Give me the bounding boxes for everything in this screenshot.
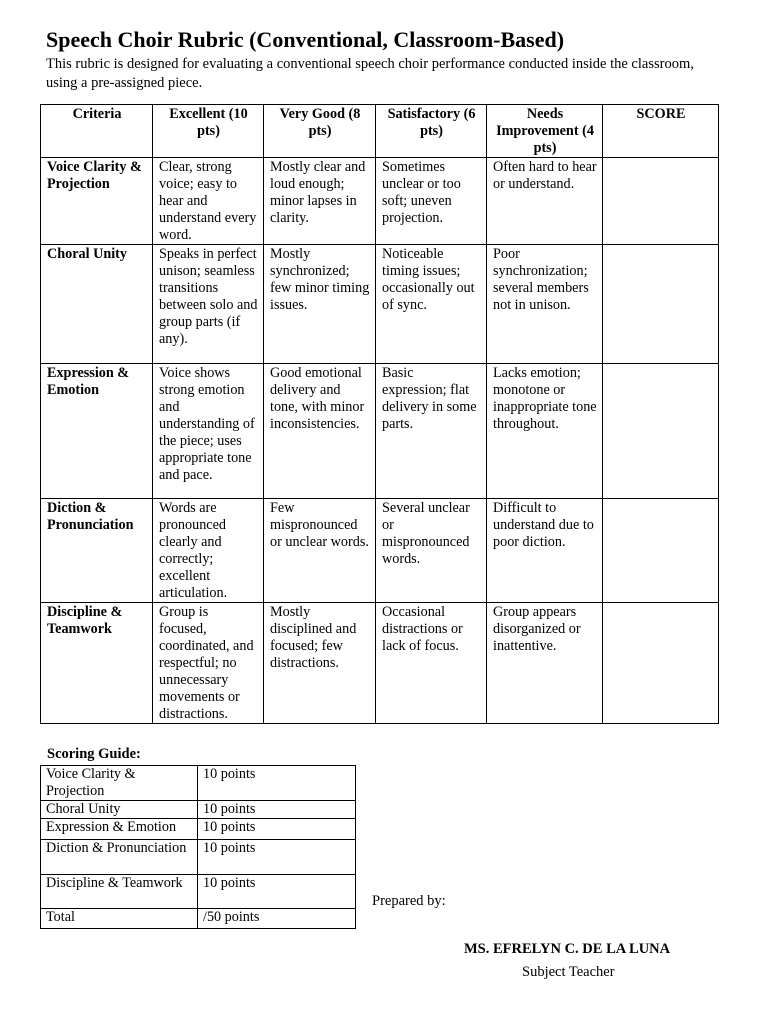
teacher-name: MS. EFRELYN C. DE LA LUNA	[464, 941, 671, 957]
page-title: Speech Choir Rubric (Conventional, Classroom-Based)	[46, 27, 565, 52]
very-good-cell: Mostly disciplined and focused; few distractions.	[264, 603, 376, 724]
table-row	[41, 158, 719, 245]
needs-improvement-cell: Poor synchronization; several members not in unison.	[487, 245, 603, 364]
scoring-guide-title: Scoring Guide:	[47, 746, 141, 762]
header-satisfactory: Satisfactory (6 pts)	[376, 105, 487, 158]
scoring-label: Expression & Emotion	[41, 819, 198, 840]
table-row	[41, 875, 356, 909]
scoring-points: /50 points	[198, 909, 356, 929]
scoring-guide-table	[40, 765, 356, 929]
table-row	[41, 909, 356, 929]
scoring-label: Discipline & Teamwork	[41, 875, 198, 909]
satisfactory-cell: Several unclear or mispronounced words.	[376, 499, 487, 603]
excellent-cell: Speaks in perfect unison; seamless transitions between solo and group parts (if any).	[153, 245, 264, 364]
table-row	[41, 819, 356, 840]
table-row	[41, 766, 356, 801]
header-excellent: Excellent (10 pts)	[153, 105, 264, 158]
needs-improvement-cell: Lacks emotion; monotone or inappropriate tone throughout.	[487, 364, 603, 499]
rubric-table	[40, 104, 719, 724]
table-row	[41, 364, 719, 499]
satisfactory-cell: Noticeable timing issues; occasionally out of sync.	[376, 245, 487, 364]
rubric-header-row	[41, 105, 719, 158]
header-very-good: Very Good (8 pts)	[264, 105, 376, 158]
excellent-cell: Words are pronounced clearly and correctly; excellent articulation.	[153, 499, 264, 603]
excellent-cell: Clear, strong voice; easy to hear and understand every word.	[153, 158, 264, 245]
table-row	[41, 840, 356, 875]
scoring-points: 10 points	[198, 766, 356, 801]
scoring-label: Choral Unity	[41, 801, 198, 819]
criteria-cell: Voice Clarity & Projection	[41, 158, 153, 245]
very-good-cell: Good emotional delivery and tone, with minor inconsistencies.	[264, 364, 376, 499]
header-criteria: Criteria	[41, 105, 153, 158]
table-row	[41, 603, 719, 724]
scoring-points: 10 points	[198, 840, 356, 875]
table-row	[41, 245, 719, 364]
scoring-points: 10 points	[198, 819, 356, 840]
score-cell[interactable]	[603, 499, 719, 603]
table-row	[41, 499, 719, 603]
criteria-cell: Expression & Emotion	[41, 364, 153, 499]
very-good-cell: Mostly synchronized; few minor timing issues.	[264, 245, 376, 364]
intro-paragraph: This rubric is designed for evaluating a conventional speech choir performance conducted inside the classroom, using a pre-assigned piece.	[46, 56, 694, 91]
table-row	[41, 801, 356, 819]
satisfactory-cell: Occasional distractions or lack of focus.	[376, 603, 487, 724]
scoring-points: 10 points	[198, 801, 356, 819]
criteria-cell: Diction & Pronunciation	[41, 499, 153, 603]
needs-improvement-cell: Difficult to understand due to poor diction.	[487, 499, 603, 603]
satisfactory-cell: Sometimes unclear or too soft; uneven projection.	[376, 158, 487, 245]
very-good-cell: Mostly clear and loud enough; minor lapses in clarity.	[264, 158, 376, 245]
score-cell[interactable]	[603, 364, 719, 499]
scoring-label: Voice Clarity & Projection	[41, 766, 198, 801]
teacher-role: Subject Teacher	[522, 964, 615, 980]
excellent-cell: Group is focused, coordinated, and respectful; no unnecessary movements or distractions.	[153, 603, 264, 724]
header-score: SCORE	[603, 105, 719, 158]
very-good-cell: Few mispronounced or unclear words.	[264, 499, 376, 603]
score-cell[interactable]	[603, 158, 719, 245]
scoring-points: 10 points	[198, 875, 356, 909]
score-cell[interactable]	[603, 245, 719, 364]
scoring-label: Diction & Pronunciation	[41, 840, 198, 875]
header-needs-improvement: Needs Improvement (4 pts)	[487, 105, 603, 158]
prepared-by-label: Prepared by:	[372, 893, 446, 909]
needs-improvement-cell: Often hard to hear or understand.	[487, 158, 603, 245]
satisfactory-cell: Basic expression; flat delivery in some parts.	[376, 364, 487, 499]
criteria-cell: Choral Unity	[41, 245, 153, 364]
excellent-cell: Voice shows strong emotion and understanding of the piece; uses appropriate tone and pace.	[153, 364, 264, 499]
needs-improvement-cell: Group appears disorganized or inattentive.	[487, 603, 603, 724]
score-cell[interactable]	[603, 603, 719, 724]
criteria-cell: Discipline & Teamwork	[41, 603, 153, 724]
scoring-label: Total	[41, 909, 198, 929]
